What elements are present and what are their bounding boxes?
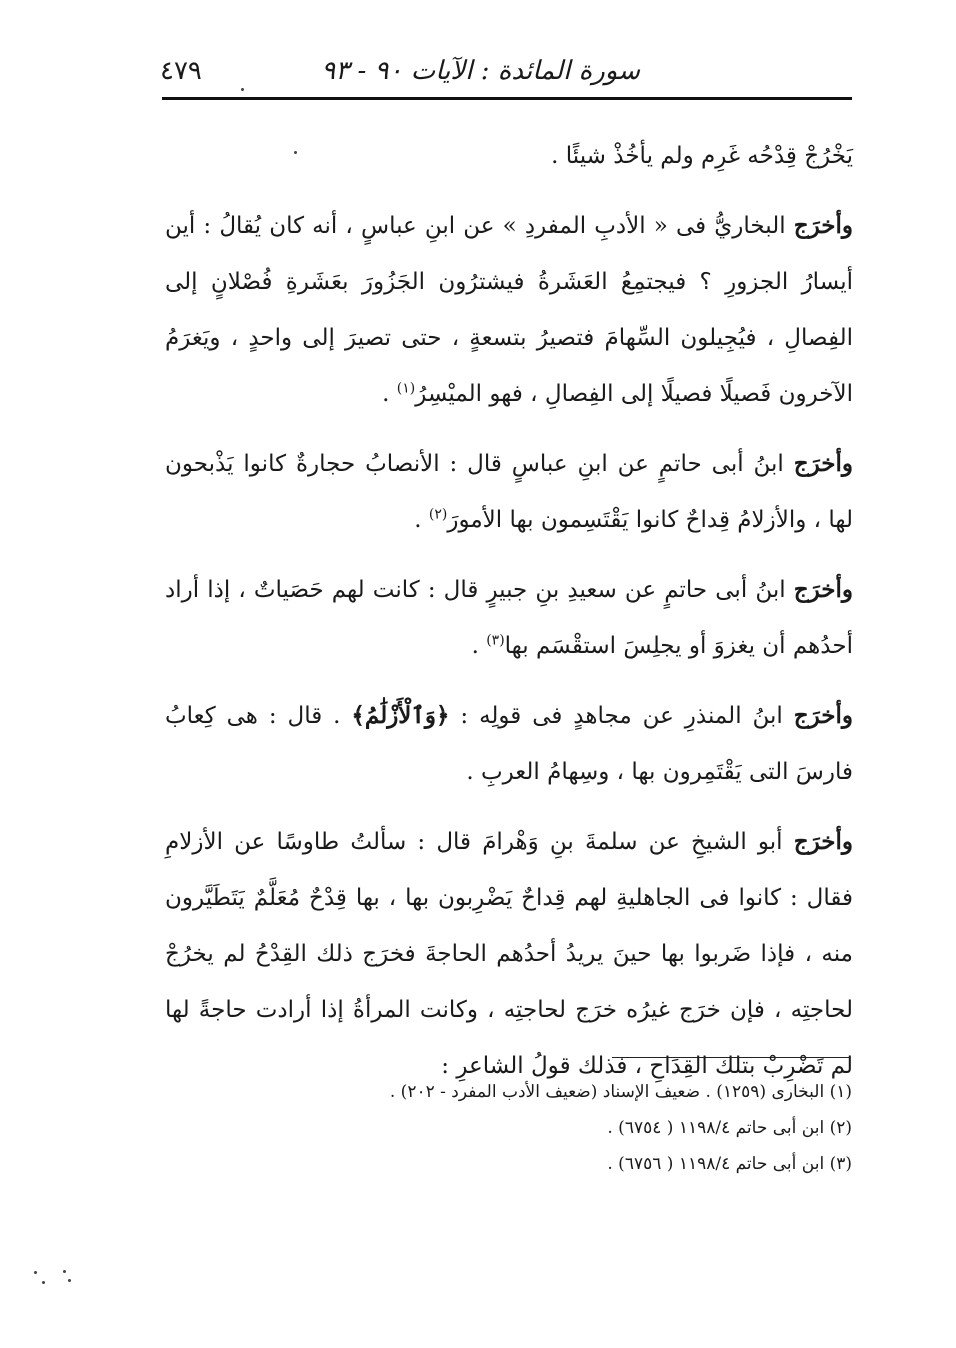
quran-quote: ﴿وَٱلْأَزْلَٰمُ﴾ xyxy=(351,702,450,729)
paragraph xyxy=(165,436,853,548)
footnote-reference[interactable]: (٣) xyxy=(486,632,505,649)
paragraph-tail: . xyxy=(382,381,397,407)
scan-speck xyxy=(42,1281,45,1284)
scan-speck xyxy=(63,1270,66,1273)
paragraph-text: يَخْرُجْ قِدْحُه غَرِم ولم يأخُذْ شيئًا . xyxy=(551,143,853,169)
paragraph-text: ابنُ المنذرِ عن مجاهدٍ فى قولِه : xyxy=(449,703,794,729)
scan-speck xyxy=(34,1271,37,1274)
header-rule xyxy=(162,97,852,100)
paragraph-lead: وأخرَج xyxy=(793,450,853,477)
footnotes xyxy=(300,1074,852,1182)
paragraph-lead: وأخرَج xyxy=(793,576,853,603)
footnote: (٣) ابن أبى حاتم ١١٩٨/٤ ( ٦٧٥٦) . xyxy=(607,1154,852,1174)
paragraph-lead: وأخرَج xyxy=(793,212,853,239)
footnote: (٢) ابن أبى حاتم ١١٩٨/٤ ( ٦٧٥٤) . xyxy=(607,1118,852,1138)
scan-speck xyxy=(241,88,244,91)
paragraph-text: أبو الشيخِ عن سلمةَ بنِ وَهْرامَ قال : سألتُ طاوسًا عن الأزلامِ فقال : كانوا فى الجاهليةِ لهم قِداحٌ يَضْرِبون بها ، بها قِدْحٌ مُعَلَّمٌ يَتَطَيَّرون منه ، فإذا ضَربوا بها حينَ يريدُ أحدُهم الحاجةَ فخرَج ذلك القِدْحُ لم يخرُجْ لحاجتِه ، فإن خرَج غيرُه خرَج لحاجتِه ، وكانت المرأةُ إذا أرادت حاجةً لها لم تَضْرِبْ بتلك القِدَاحِ ، فذلك قولُ الشاعرِ : xyxy=(165,829,853,1079)
running-header xyxy=(160,52,850,92)
paragraph xyxy=(165,198,853,422)
footnote-reference[interactable]: (٢) xyxy=(428,506,448,523)
scan-speck xyxy=(68,1279,71,1282)
paragraph-text: ابنُ أبى حاتمٍ عن ابنِ عباسٍ قال : الأنصابُ حجارةٌ كانوا يَذْبحون لها ، والأزلامُ قِداحٌ كانوا يَقْتَسِمون بها الأمورَ xyxy=(165,451,853,533)
footnote: (١) البخارى (١٢٥٩) . ضعيف الإسناد (ضعيف الأدب المفرد - ٢٠٢) . xyxy=(389,1082,852,1102)
paragraph xyxy=(165,562,853,674)
paragraph-text: ابنُ أبى حاتمٍ عن سعيدِ بنِ جبيرٍ قال : كانت لهم حَصَياتٌ ، إذا أراد أحدُهم أن يغزوَ أو يجلِسَ استقْسَم بها xyxy=(165,577,853,659)
paragraph-lead: وأخرَج xyxy=(793,702,853,729)
paragraph-tail: . xyxy=(471,633,487,659)
header-title: سورة المائدة : الآيات ٩٠ - ٩٣ xyxy=(321,56,640,86)
paragraph-tail: . xyxy=(414,507,429,533)
main-text xyxy=(165,128,853,1094)
footnote-reference[interactable]: (١) xyxy=(396,380,416,397)
paragraph xyxy=(165,128,853,184)
paragraph-text: . قال : هى كِعابُ فارسَ التى يَقْتَمِرون بها ، وسِهامُ العربِ . xyxy=(165,703,853,785)
paragraph xyxy=(165,814,853,1094)
paragraph-lead: وأخرَج xyxy=(793,828,853,855)
paragraph-text: البخاريُّ فى « الأدبِ المفردِ » عن ابنِ عباسٍ ، أنه كان يُقالُ : أين أيسارُ الجزورِ ؟ فيجتمِعُ العَشَرةُ فيشترُون الجَزُورَ بعَشَرةِ فُصْلانٍ إلى الفِصالِ ، فيُجِيلون السِّهامَ فتصيرُ بتسعةٍ ، حتى تصيرَ إلى واحدٍ ، ويَغرَمُ الآخرون فَصيلًا فصيلًا إلى الفِصالِ ، فهو الميْسِرُ xyxy=(165,213,853,407)
footnote-separator xyxy=(612,1057,850,1058)
paragraph xyxy=(165,688,853,800)
page-number: ٤٧٩ xyxy=(160,56,202,86)
